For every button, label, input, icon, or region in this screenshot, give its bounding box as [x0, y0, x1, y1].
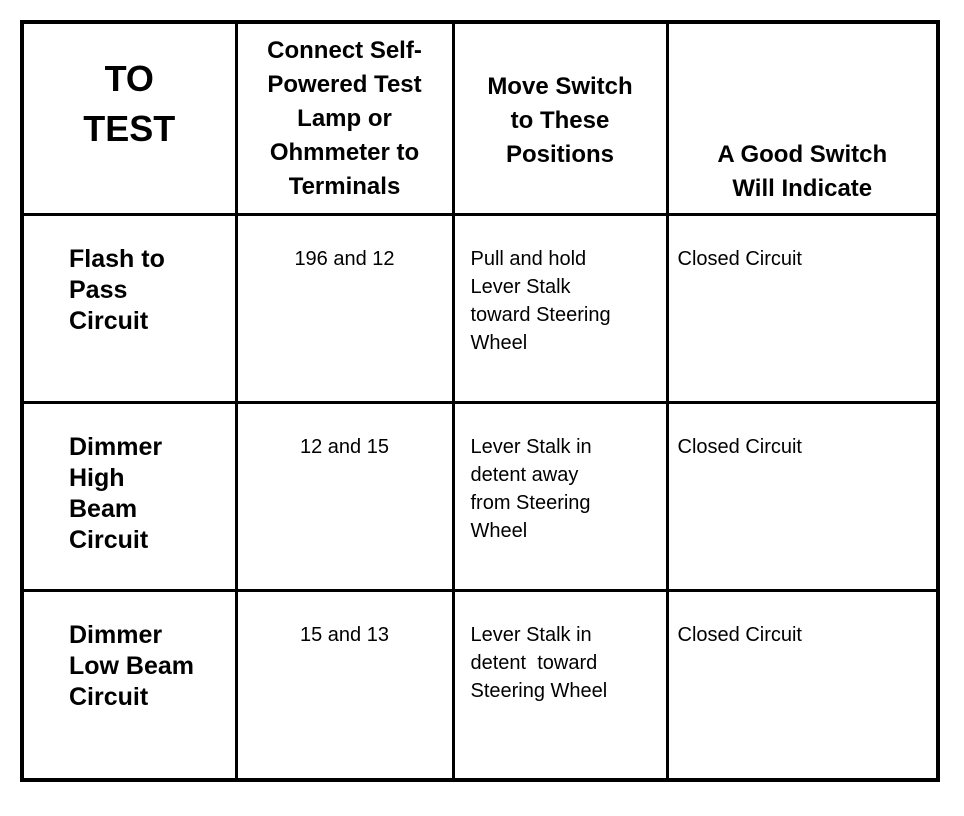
header-to-test-line: TEST: [83, 108, 176, 150]
switch-position-line: Lever Stalk: [470, 275, 571, 298]
switch-position-cell: [453, 590, 667, 780]
test-name-line: Low Beam: [69, 651, 195, 680]
test-name-line: Circuit: [69, 306, 149, 335]
header-connect-line: Terminals: [288, 173, 401, 200]
switch-test-table: [20, 20, 940, 782]
header-connect-line: Connect Self-: [267, 37, 422, 64]
switch-position-line: from Steering: [470, 491, 591, 514]
header-to-test-line: TO: [104, 58, 154, 100]
test-name-line: Pass: [69, 275, 128, 304]
switch-position-line: toward Steering: [470, 303, 611, 326]
test-name-line: Dimmer: [69, 620, 163, 649]
header-connect-terminals: [236, 22, 453, 214]
switch-position-line: Pull and hold: [470, 247, 587, 270]
switch-position-line: Steering Wheel: [470, 679, 608, 702]
switch-position-line: Lever Stalk in: [470, 623, 592, 646]
switch-position-line: Wheel: [470, 519, 528, 542]
header-to-test: [22, 22, 236, 214]
indication-cell: Closed Circuit: [667, 214, 938, 402]
table-row: [22, 402, 938, 590]
header-connect-line: Powered Test: [267, 71, 422, 98]
test-name-cell: [22, 402, 236, 590]
test-name-cell: [22, 214, 236, 402]
test-name-line: Circuit: [69, 525, 149, 554]
test-name-line: High: [69, 463, 125, 492]
switch-position-line: detent toward: [470, 651, 598, 674]
header-connect-line: Ohmmeter to: [269, 139, 420, 166]
test-name-cell: [22, 590, 236, 780]
terminals-cell: 15 and 13: [236, 590, 453, 780]
test-name-line: Circuit: [69, 682, 149, 711]
terminals-cell: 12 and 15: [236, 402, 453, 590]
table-row: [22, 214, 938, 402]
header-good-line: A Good Switch: [717, 141, 888, 168]
switch-position-cell: [453, 402, 667, 590]
table-row: [22, 590, 938, 780]
header-good-switch: [667, 22, 938, 214]
switch-position-line: Lever Stalk in: [470, 435, 592, 458]
switch-position-line: detent away: [470, 463, 579, 486]
switch-position-cell: [453, 214, 667, 402]
indication-cell: Closed Circuit: [667, 402, 938, 590]
header-move-line: Move Switch: [487, 73, 633, 101]
test-name-line: Beam: [69, 494, 138, 523]
terminals-cell: 196 and 12: [236, 214, 453, 402]
header-move-switch: [453, 22, 667, 214]
header-move-line: Positions: [505, 141, 614, 169]
switch-position-line: Wheel: [470, 331, 528, 354]
header-row: [22, 22, 938, 214]
test-name-line: Flash to: [69, 244, 165, 273]
header-move-line: to These: [510, 107, 610, 135]
indication-cell: Closed Circuit: [667, 590, 938, 780]
header-connect-line: Lamp or: [297, 105, 392, 132]
header-good-line: Will Indicate: [732, 175, 873, 202]
test-name-line: Dimmer: [69, 432, 163, 461]
